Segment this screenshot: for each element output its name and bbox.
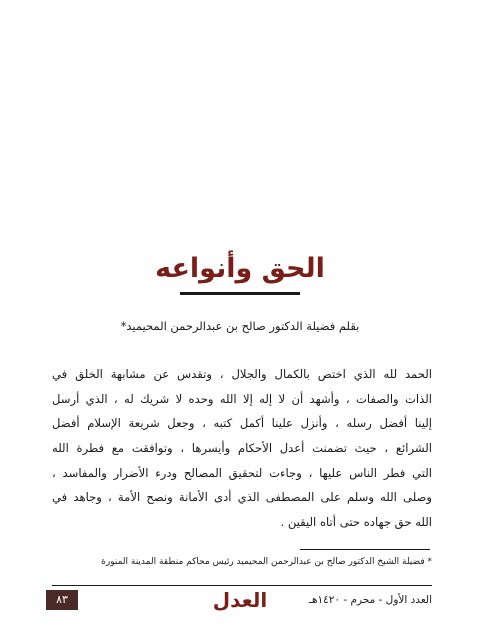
footnote-separator — [300, 549, 430, 550]
article-author: بقلم فضيلة الدكتور صالح بن عبدالرحمن المحيميد* — [120, 319, 360, 333]
body-line-last: الله حق جهاده حتى أتاه اليقين . — [280, 515, 432, 530]
article-body — [52, 362, 432, 535]
issue-info: العدد الأول - محرم - ١٤٢٠هـ — [308, 594, 432, 606]
journal-logo: العدل — [212, 588, 268, 612]
footnote: * فضيلة الشيخ الدكتور صالح بن عبدالرحمن المحيميد رئيس محاكم منطقة المدينة المنورة — [101, 557, 432, 567]
body-line: وصلى الله وسلم على المصطفى الذي أدى الأمانة ونصح الأمة ، وجاهد في — [52, 490, 432, 505]
body-line: التي فطر الناس عليها ، وجاءت لتحقيق المصالح ودرء الأضرار والمفاسد ، — [52, 465, 432, 480]
body-line: الحمد لله الذي اختص بالكمال والجلال ، وتقدس عن مشابهة الخلق في — [52, 367, 432, 381]
article-title: الحق وأنواعه — [155, 253, 325, 284]
page-number-badge: ٨٣ — [46, 590, 78, 610]
body-line: الشرائع ، حيث تضمنت أعدل الأحكام وأيسرها ، وتوافقت مع فطرة الله — [52, 441, 432, 456]
body-line: إلينا أفضل رسله ، وأنزل علينا أكمل كتبه ، وجعل شريعة الإسلام أفضل — [52, 416, 432, 431]
body-line: الذات والصفات ، وأشهد أن لا إله إلا الله وحده لا شريك له ، الذي أرسل — [52, 391, 432, 406]
title-underline — [180, 292, 300, 295]
